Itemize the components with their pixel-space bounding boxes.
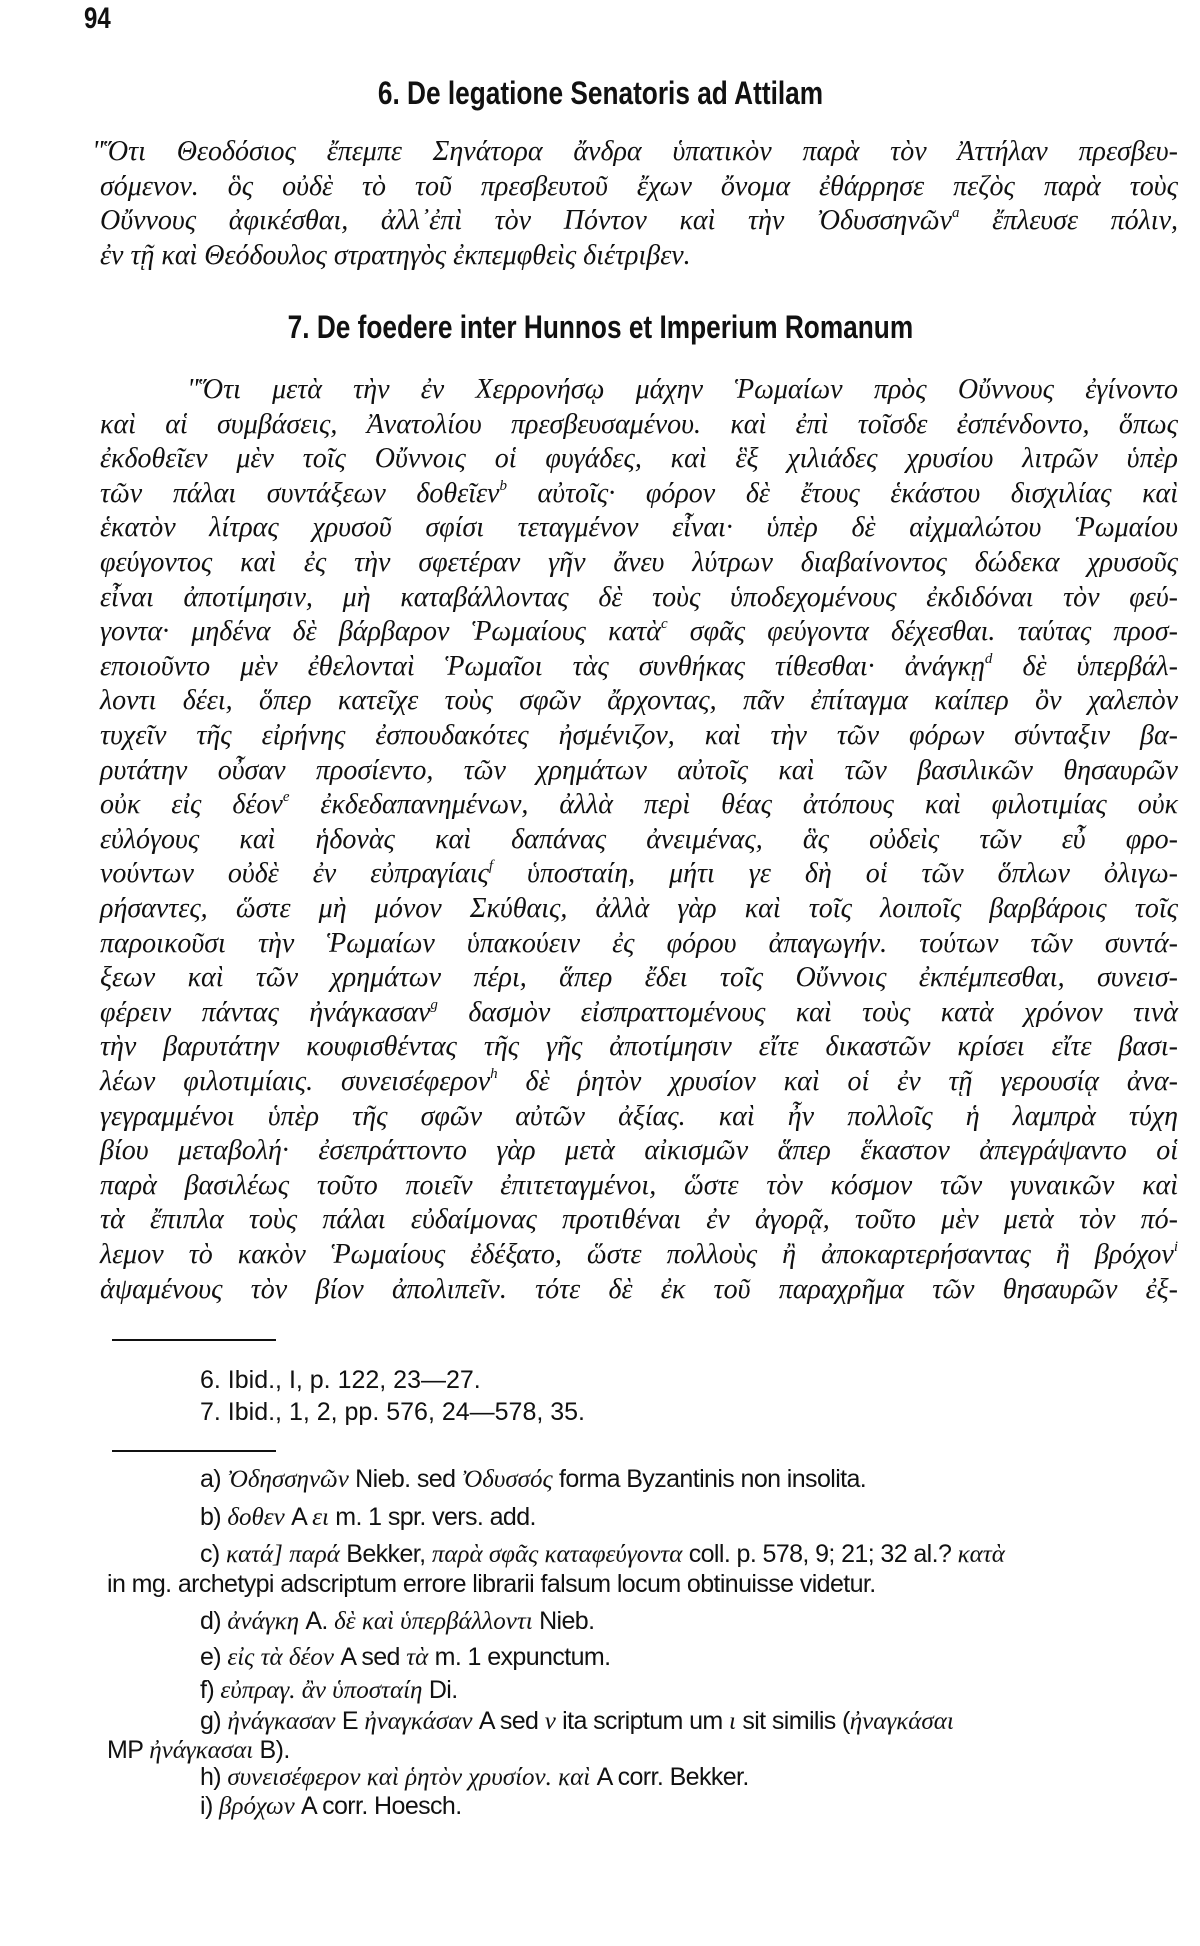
latin-note: A [284,1503,313,1531]
latin-note: forma Byzantinis non insolita. [552,1465,867,1493]
latin-note: MP [107,1736,150,1764]
text-segment: φεύγοντος καὶ ἐς τὴν σφετέραν γῆν ἄνευ λύτρων διαβαίνοντος δώδεκα χρυσοῦς [100,547,1178,578]
text-segment: νούντων οὐδὲ ἐν εὐπραγίαις [100,858,489,890]
text-segment: "Ὅτι Θεοδόσιος ἔπεμπε Σηνάτορα ἄνδρα ὑπατικὸν παρὰ τὸν Ἀττήλαν πρεσβευ- [92,136,1178,167]
text-line [100,408,1178,442]
text-line [100,1169,1178,1203]
latin-note: sit similis ( [735,1707,850,1735]
text-segment: εὐλόγους καὶ ἡδονὰς καὶ δαπάνας ἀνειμένας, ἃς οὐδεὶς τῶν εὖ φρο- [100,823,1178,855]
latin-note: A. [298,1607,335,1635]
text-segment: καὶ αἱ συμβάσεις, Ἀνατολίου πρεσβευσαμένου. καὶ ἐπὶ τοῖσδε ἐσπένδοντο, ὅπως [100,408,1178,440]
text-line [100,581,1178,615]
text-line [100,719,1178,753]
footnote-marker: g [430,996,438,1013]
latin-note: ita scriptum um [555,1707,730,1735]
footnote-marker: e [282,789,290,806]
latin-note: m. 1 expunctum. [428,1643,611,1671]
text-segment: "Ὅτι μετὰ τὴν ἐν Χερρονήσῳ μάχην Ῥωμαίων πρὸς Οὔννους ἐγίνοντο [187,374,1178,405]
text-segment: ἐν τῇ καὶ Θεόδουλος στρατηγὸς ἐκπεμφθεὶς διέτριβεν. [100,239,691,271]
footnote [200,1790,462,1822]
greek-reading: δοθεν [227,1504,285,1531]
latin-note: h) [200,1763,228,1791]
text-segment: φέρειν πάντας ἠνάγκασαν [100,996,431,1028]
greek-reading: Ὀδυσσός [461,1466,553,1493]
greek-reading: κατὰ [957,1541,1005,1568]
text-line [100,1100,1178,1134]
text-segment: ξεων καὶ τῶν χρημάτων πέρι, ἅπερ ἔδει τοῖς Οὔννοις ἐκπέμπεσθαι, συνεισ- [100,962,1178,994]
section-6-heading [0,73,1200,113]
text-segment: γοντα· μηδένα δὲ βάρβαρον Ῥωμαίους κατὰ [100,616,661,648]
latin-note: e) [200,1643,228,1671]
greek-reading: τὰ [406,1644,429,1671]
text-line [100,927,1178,961]
text-line [100,961,1178,995]
footnote [200,1538,1005,1570]
section-7-heading-text: 7. De foedere inter Hunnos et Imperium Romanum [287,309,913,345]
greek-reading: παρὰ σφᾶς καταφεύγοντα [431,1541,683,1568]
latin-note: B). [253,1736,290,1764]
text-segment: ἐκδεδαπανημένων, ἀλλὰ περὶ θέας ἀτόπους καὶ φιλοτιμίας οὐκ [289,789,1178,821]
footnote-divider [112,1339,276,1341]
text-line [100,1065,1178,1099]
text-segment: παροικοῦσι τὴν Ῥωμαίων ὑπακούειν ἐς φόρου ἀπαγωγήν. τούτων τῶν συντά- [100,927,1178,959]
greek-reading: βρόχων [219,1793,295,1820]
footnote-marker: a [951,205,960,221]
greek-reading: ει [312,1504,329,1531]
greek-reading: δὲ καὶ ὑπερβάλλοντι [334,1608,533,1635]
latin-note: A sed [472,1707,545,1735]
latin-note: A corr. Hoesch. [294,1792,462,1820]
footnote [200,1705,954,1737]
greek-reading: ν [544,1708,556,1735]
greek-reading: εὐπραγ. ἂν ὑποσταίη [220,1677,423,1704]
latin-note: A sed [333,1643,407,1671]
greek-reading: ἠναγκάσαν [364,1708,473,1735]
text-segment: λέων φιλοτιμίαις. συνεισέφερον [100,1066,491,1097]
footnote-marker: d [984,650,993,667]
text-line [100,1203,1178,1237]
latin-note: in mg. archetypi adscriptum errore librarii falsum locum obtinuisse videtur. [107,1570,876,1598]
latin-note: a) [200,1465,228,1493]
latin-note: c) [200,1540,226,1568]
latin-note: Nieb. [532,1607,595,1635]
latin-note: f) [200,1676,221,1704]
text-line [100,857,1178,891]
footnote [200,1641,610,1673]
latin-note: coll. p. 578, 9; 21; 32 al.? [682,1540,958,1568]
text-segment: ἁψαμένους τὸν βίον ἀπολιπεῖν. τότε δὲ ἐκ τοῦ παραχρῆμα τῶν θησαυρῶν ἐξ- [100,1273,1178,1305]
latin-note: b) [200,1503,228,1531]
footnote [200,1501,536,1533]
footnote-marker: h [490,1066,498,1082]
text-line [100,511,1178,545]
text-segment: σφᾶς φεύγοντα δέχεσθαι. ταύτας προσ- [667,616,1178,648]
text-segment: εἶναι ἀποτίμησιν, μὴ καταβάλλοντας δὲ τοὺς ὑποδεχομένους ἐκδιδόναι τὸν φεύ- [100,581,1178,613]
greek-reading: κατά] παρά [225,1541,340,1568]
text-segment: παρὰ βασιλέως τοῦτο ποιεῖν ἐπιτεταγμένοι, ὥστε τὸν κόσμον τῶν γυναικῶν καὶ [100,1169,1178,1201]
text-segment: λεμον τὸ κακὸν Ῥωμαίους ἐδέξατο, ὥστε πολλοὺς ἢ ἀποκαρτερήσαντας ἢ βρόχον [100,1239,1174,1270]
source-note-6: 6. Ibid., I, p. 122, 23—27. [200,1366,481,1394]
text-line [100,684,1178,718]
text-segment: εποιοῦντο μὲν ἐθελονταὶ Ῥωμαῖοι τὰς συνθήκας τίθεσθαι· ἀνάγκῃ [100,650,985,682]
text-segment: ἐκδοθεῖεν μὲν τοῖς Οὔννοις οἱ φυγάδες, καὶ ἓξ χιλιάδες χρυσίου λιτρῶν ὑπὲρ [100,443,1178,475]
section-7-heading [0,307,1200,347]
section-6-heading-text: 6. De legatione Senatoris ad Attilam [377,75,823,111]
latin-note: i) [200,1792,220,1820]
text-segment: ρήσαντες, ὥστε μὴ μόνον Σκύθαις, ἀλλὰ γὰρ καὶ τοῖς λοιποῖς βαρβάροις τοῖς [100,893,1178,924]
source-note-7: 7. Ibid., 1, 2, pp. 576, 24—578, 35. [200,1398,585,1426]
footnote-marker: f [488,858,494,875]
text-segment: γεγραμμένοι ὑπὲρ τῆς σφῶν αὐτῶν ἀξίας. καὶ ἦν πολλοῖς ἡ λαμπρὰ τύχη [100,1100,1178,1132]
footnote-marker: b [499,477,507,494]
text-line [92,135,1178,169]
latin-note: E [335,1707,365,1735]
text-line [100,170,1178,204]
text-line [100,892,1178,926]
text-segment: βίου μεταβολή· ἐσεπράττοντο γὰρ μετὰ αἰκισμῶν ἅπερ ἕκαστον ἀπεγράψαντο οἱ [100,1135,1178,1167]
text-segment: ἔπλευσε πόλιν, [959,205,1178,236]
text-segment: δὲ ῥητὸν χρυσίον καὶ οἱ ἐν τῇ γερουσίᾳ ἀνα- [497,1066,1179,1097]
footnote [200,1605,594,1637]
footnote-marker: c [660,616,668,633]
text-segment: ἑκατὸν λίτρας χρυσοῦ σφίσι τεταγμένον εἶναι· ὑπὲρ δὲ αἰχμαλώτου Ῥωμαίου [100,512,1178,544]
text-line [100,239,1178,273]
latin-note: Bekker, [339,1540,432,1568]
text-line [100,204,1178,238]
greek-reading: Ὀδησσηνῶν [227,1466,349,1493]
text-line [100,615,1178,649]
greek-reading: ἠνάγκασαι [149,1737,254,1764]
greek-reading: συνεισέφερον καὶ ῥητὸν χρυσίον. καὶ [227,1764,591,1791]
text-line [100,1238,1178,1272]
text-segment: λοντι δέει, ὅπερ κατεῖχε τοὺς σφῶν ἄρχοντας, πᾶν ἐπίταγμα καίπερ ὂν χαλεπὸν [100,685,1178,717]
greek-reading: ἠνάγκασαν [227,1708,336,1735]
footnote [200,1761,749,1793]
text-line [100,650,1178,684]
text-line [100,1030,1178,1064]
greek-reading: ι [729,1708,736,1735]
text-segment: ὑποσταίη, μήτι γε δὴ οἱ τῶν ὅπλων ὀλιγω- [493,858,1178,890]
greek-reading: ἠναγκάσαι [849,1708,954,1735]
text-line [187,373,1178,407]
text-line [100,996,1178,1030]
footnote [200,1463,866,1495]
text-segment: ρυτάτην οὖσαν προσίεντο, τῶν χρημάτων αὐτοῖς καὶ τῶν βασιλικῶν θησαυρῶν [100,754,1178,786]
latin-note: Nieb. sed [348,1465,462,1493]
text-segment: δασμὸν εἰσπραττομένους καὶ τοὺς κατὰ χρόνον τινὰ [437,996,1178,1028]
footnote [200,1674,458,1706]
text-line [100,788,1178,822]
text-line [100,823,1178,857]
page-number: 94 [84,2,111,35]
latin-note: Di. [422,1676,458,1704]
footnote-marker: i [1173,1239,1178,1255]
text-segment: δὲ ὑπερβάλ- [992,650,1178,682]
text-segment: τῶν πάλαι συντάξεων δοθεῖεν [100,477,500,509]
text-line [100,754,1178,788]
text-line [100,442,1178,476]
footnote-continuation [107,1568,876,1600]
text-segment: τυχεῖν τῆς εἰρήνης ἐσπουδακότες ἠσμένιζον, καὶ τὴν τῶν φόρων σύνταξιν βα- [100,720,1178,751]
latin-note: A corr. Bekker. [590,1763,749,1791]
text-segment: οὐκ εἰς δέον [100,789,283,821]
latin-note: d) [200,1607,228,1635]
text-segment: αὐτοῖς· φόρον δὲ ἔτους ἑκάστου δισχιλίας καὶ [506,477,1178,509]
text-segment: σόμενον. ὃς οὐδὲ τὸ τοῦ πρεσβευτοῦ ἔχων ὄνομα ἐθάρρησε πεζὸς παρὰ τοὺς [100,170,1178,202]
greek-reading: ἀνάγκη [227,1608,299,1635]
text-segment: τὴν βαρυτάτην κουφισθέντας τῆς γῆς ἀποτίμησιν εἴτε δικαστῶν κρίσει εἴτε βασι- [100,1031,1178,1063]
text-line [100,546,1178,580]
text-segment: τὰ ἔπιπλα τοὺς πάλαι εὐδαίμονας προτιθέναι ἐν ἀγορᾷ, τοῦτο μὲν μετὰ τὸν πό- [100,1204,1178,1236]
apparatus-divider [112,1450,276,1452]
latin-note: m. 1 spr. vers. add. [328,1503,536,1531]
text-line [100,1273,1178,1307]
greek-reading: εἰς τὰ δέον [227,1644,334,1671]
text-line [100,477,1178,511]
text-line [100,1134,1178,1168]
latin-note: g) [200,1707,228,1735]
text-segment: Οὔννους ἀφικέσθαι, ἀλλ᾽ἐπὶ τὸν Πόντον καὶ τὴν Ὀδυσσηνῶν [100,205,952,236]
